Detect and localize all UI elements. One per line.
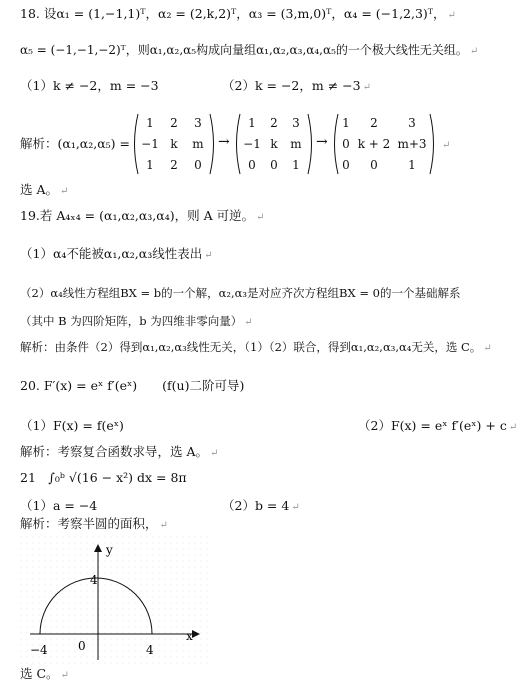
m3-cell: 1 — [408, 158, 416, 172]
m3-cell: 0 — [370, 158, 378, 172]
q18-line2: α₅ = (−1,−1,−2)ᵀ，则α₁,α₂,α₅构成向量组α₁,α₂,α₃,α₄,α₅的一个极大线性无关组。 ↵ — [20, 43, 479, 57]
m1-cell: 1 — [146, 158, 154, 172]
graph-background — [20, 536, 210, 664]
m1-cell: 3 — [194, 116, 202, 130]
m2-cell: 1 — [248, 116, 256, 130]
tick-label-right: 4 — [146, 643, 154, 657]
m3-cell: k + 2 — [357, 137, 391, 151]
m1-cell: k — [170, 137, 178, 151]
q19-option1: （1）α₄不能被α₁,α₂,α₃线性表出 ↵ — [20, 246, 213, 261]
matrix-1 — [130, 112, 218, 176]
m2-cell: m — [290, 137, 302, 151]
q21-line1: 21 ∫₀ᵇ √(16 − x²) dx = 8π — [20, 470, 187, 485]
m2-cell: k — [270, 137, 278, 151]
para-mark: ↵ — [442, 140, 451, 151]
x-axis-label: x — [186, 629, 193, 643]
origin-label: 0 — [78, 639, 86, 653]
q18-option1: （1）k ≠ −2，m = −3 — [20, 78, 159, 93]
m3-cell: 3 — [408, 116, 416, 130]
q20-line1: 20. F′(x) = eˣ f′(eˣ) (f(u)二阶可导) — [20, 378, 245, 393]
m2-cell: 0 — [270, 158, 278, 172]
m1-cell: 2 — [170, 158, 178, 172]
m1-cell: 2 — [170, 116, 178, 130]
m1-cell: 0 — [194, 158, 202, 172]
m1-cell: 1 — [146, 116, 154, 130]
q21-answer: 选 C。 ↵ — [20, 666, 69, 681]
m1-cell: −1 — [141, 137, 159, 151]
q19-line1: 19.若 A₄ₓ₄ = (α₁,α₂,α₃,α₄)，则 A 可逆。 ↵ — [20, 208, 265, 223]
m3-cell: 0 — [342, 158, 350, 172]
q18-line1: 18. 设α₁ = (1,−1,1)ᵀ，α₂ = (2,k,2)ᵀ，α₃ = (3,m,0)ᵀ，α₄ = (−1,2,3)ᵀ， ↵ — [20, 6, 456, 21]
tick-label-top: 4 — [90, 573, 98, 587]
m1-cell: m — [192, 137, 204, 151]
m2-cell: −1 — [243, 137, 261, 151]
q20-option2: （2）F(x) = eˣ f′(eˣ) + c ↵ — [358, 418, 518, 433]
m3-cell: 1 — [342, 116, 350, 130]
m3-cell: m+3 — [397, 137, 427, 151]
matrix-3 — [330, 112, 438, 176]
q18-answer: 选 A。 ↵ — [20, 182, 69, 197]
q18-analysis-label: 解析：(α₁,α₂,α₅) = — [20, 136, 131, 151]
m2-cell: 3 — [292, 116, 300, 130]
q21-option1: （1）a = −4 — [20, 498, 98, 513]
q19-option2: （2）α₄线性方程组BX = b的一个解，α₂,α₃是对应齐次方程组BX = 0的一个基础解系 — [20, 286, 461, 300]
tick-label-left: −4 — [30, 643, 48, 657]
matrix-2 — [232, 112, 316, 176]
m2-cell: 0 — [248, 158, 256, 172]
q21-analysis: 解析：考察半圆的面积， ↵ — [20, 516, 168, 531]
q20-analysis: 解析：考察复合函数求导，选 A。 ↵ — [20, 444, 219, 459]
m3-cell: 2 — [370, 116, 378, 130]
q19-analysis: 解析：由条件（2）得到α₁,α₂,α₃线性无关，（1）（2）联合，得到α₁,α₂,α₃,α₄无关，选 C。 ↵ — [20, 340, 492, 354]
arrow-1: → — [218, 134, 230, 150]
arrow-2: → — [316, 134, 328, 150]
q19-option2-note: （其中 B 为四阶矩阵，b 为四维非零向量） ↵ — [20, 314, 253, 328]
y-axis-label: y — [106, 543, 113, 557]
m3-cell: 0 — [342, 137, 350, 151]
q21-option2: （2）b = 4 ↵ — [222, 498, 300, 513]
q20-option1: （1）F(x) = f(eˣ) — [20, 418, 124, 433]
semicircle-graph — [20, 536, 210, 664]
q18-option2: （2）k = −2，m ≠ −3 ↵ — [222, 78, 371, 93]
m2-cell: 1 — [292, 158, 300, 172]
m2-cell: 2 — [270, 116, 278, 130]
